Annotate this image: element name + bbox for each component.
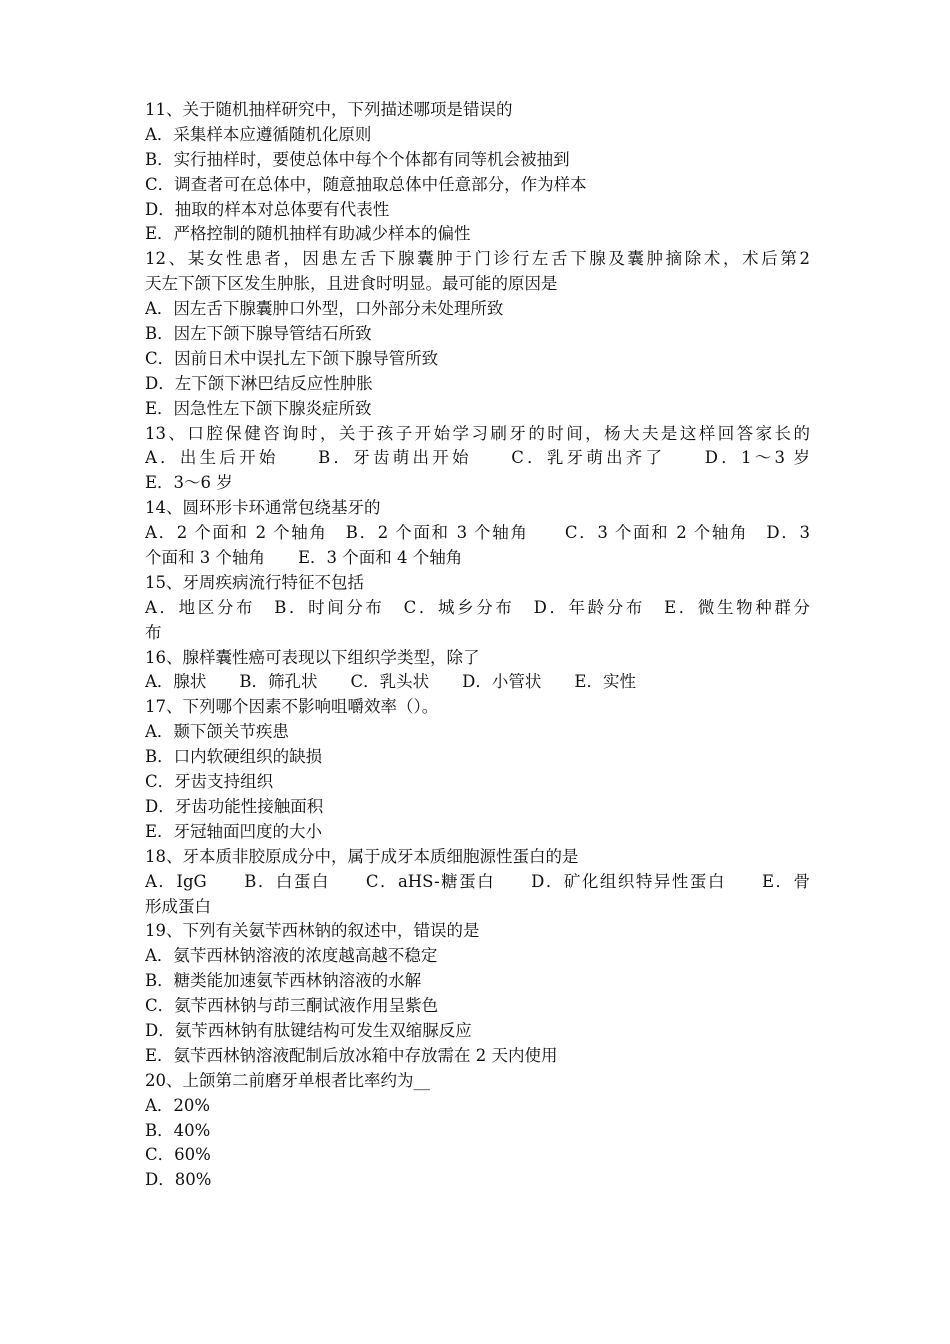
text-line: 16、腺样囊性癌可表现以下组织学类型，除了 bbox=[145, 647, 480, 667]
text-line: B．实行抽样时，要使总体中每个个体都有同等机会被抽到 bbox=[145, 149, 570, 169]
text-line: E．3～6 岁 bbox=[145, 473, 233, 493]
text-line: C．60% bbox=[145, 1145, 211, 1165]
text-line: 17、下列哪个因素不影响咀嚼效率（）。 bbox=[145, 697, 439, 717]
text-line: 18、牙本质非胶原成分中，属于成牙本质细胞源性蛋白的是 bbox=[145, 846, 579, 866]
text-line: A．因左舌下腺囊肿口外型，口外部分未处理所致 bbox=[145, 299, 504, 319]
text-line: A．2 个面和 2 个轴角 B．2 个面和 3 个轴角 C．3 个面和 2 个轴角 D．3 bbox=[145, 523, 810, 543]
text-line: 13、口腔保健咨询时，关于孩子开始学习刷牙的时间，杨大夫是这样回答家长的 bbox=[145, 423, 810, 443]
text-line: A．采集样本应遵循随机化原则 bbox=[145, 124, 372, 144]
text-line: 11、关于随机抽样研究中，下列描述哪项是错误的 bbox=[145, 100, 513, 119]
text-line: A．IgG B．白蛋白 C．aHS-糖蛋白 D．矿化组织特异性蛋白 E．骨 bbox=[145, 871, 810, 891]
text-line: C．牙齿支持组织 bbox=[145, 772, 274, 792]
text-line: B．口内软硬组织的缺损 bbox=[145, 747, 323, 767]
text-line: 个面和 3 个轴角 E．3 个面和 4 个轴角 bbox=[145, 548, 463, 568]
text-line: 19、下列有关氨苄西林钠的叙述中，错误的是 bbox=[145, 921, 480, 941]
text-line: A．腺状 B．筛孔状 C．乳头状 D．小管状 E．实性 bbox=[145, 672, 636, 692]
text-line: 15、牙周疾病流行特征不包括 bbox=[145, 572, 364, 592]
text-line: E．因急性左下颌下腺炎症所致 bbox=[145, 398, 372, 418]
text-line: D．牙齿功能性接触面积 bbox=[145, 796, 324, 816]
text-line: 天左下颌下区发生肿胀，且进食时明显。最可能的原因是 bbox=[145, 274, 558, 294]
text-line: E．牙冠轴面凹度的大小 bbox=[145, 821, 323, 841]
text-line: A．出生后开始 B．牙齿萌出开始 C．乳牙萌出齐了 D．1～3 岁 bbox=[145, 448, 810, 468]
text-line: D．左下颌下淋巴结反应性肿胀 bbox=[145, 373, 373, 393]
text-line: 12、某女性患者，因患左舌下腺囊肿于门诊行左舌下腺及囊肿摘除术，术后第2 bbox=[145, 249, 810, 269]
document-body bbox=[145, 98, 810, 1193]
text-line: D．抽取的样本对总体要有代表性 bbox=[145, 199, 390, 219]
text-line: A．地区分布 B．时间分布 C．城乡分布 D．年龄分布 E．微生物种群分 bbox=[145, 597, 810, 617]
text-line: B．40% bbox=[145, 1120, 211, 1140]
text-line: E．严格控制的随机抽样有助减少样本的偏性 bbox=[145, 224, 471, 244]
text-line: D．80% bbox=[145, 1170, 212, 1190]
text-line: E．氨苄西林钠溶液配制后放冰箱中存放需在 2 天内使用 bbox=[145, 1045, 558, 1065]
text-line: B．因左下颌下腺导管结石所致 bbox=[145, 324, 372, 344]
text-line: 20、上颌第二前磨牙单根者比率约为__ bbox=[145, 1070, 430, 1090]
text-line: D．氨苄西林钠有肽键结构可发生双缩脲反应 bbox=[145, 1020, 472, 1040]
text-line: C．氨苄西林钠与茚三酮试液作用呈紫色 bbox=[145, 996, 439, 1016]
text-line: C．因前日术中误扎左下颌下腺导管所致 bbox=[145, 348, 439, 368]
text-line: B．糖类能加速氨苄西林钠溶液的水解 bbox=[145, 971, 422, 991]
text-line: A．20% bbox=[145, 1095, 211, 1115]
text-line: 布 bbox=[145, 622, 162, 642]
text-line: A．氨苄西林钠溶液的浓度越高越不稳定 bbox=[145, 946, 438, 966]
text-line: A．颞下颌关节疾患 bbox=[145, 722, 289, 742]
text-line: C．调查者可在总体中，随意抽取总体中任意部分，作为样本 bbox=[145, 174, 587, 194]
text-line: 14、圆环形卡环通常包绕基牙的 bbox=[145, 498, 381, 518]
text-line: 形成蛋白 bbox=[145, 896, 211, 916]
